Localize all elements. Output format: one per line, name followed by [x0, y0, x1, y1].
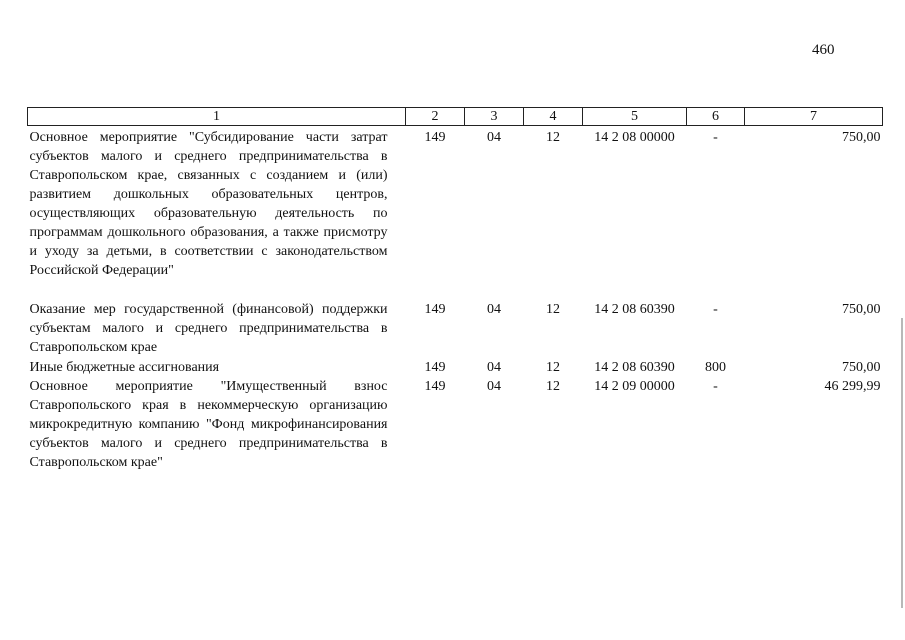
subsection-code: 12	[546, 360, 560, 375]
header-col-1: 1	[28, 108, 406, 126]
amount: 750,00	[842, 360, 881, 375]
header-col-5: 5	[583, 108, 687, 126]
header-col-6: 6	[687, 108, 745, 126]
ministry-code: 149	[424, 130, 446, 145]
ministry-code: 149	[424, 379, 446, 394]
section-code: 04	[487, 379, 501, 394]
header-row	[28, 108, 883, 126]
row-name: Основное мероприятие "Имущественный взнос Ставропольского края в некоммерческую организацию микрокредитную компанию "Фонд микрофинансирования субъектов малого и среднего предпринимательства в Ставропольском крае"	[29, 379, 388, 470]
amount: 46 299,99	[824, 379, 881, 394]
target-article-code: 14 2 08 60390	[594, 302, 675, 317]
section-code: 04	[487, 360, 501, 375]
row-name: Основное мероприятие "Субсидирование части затрат субъектов малого и среднего предпринимательства в Ставропольском крае, связанных с созданием и (или) развитием дошкольных образовательных центров, осуществляющих образовательную деятельность по программам дошкольного образования, а также присмотру и уходу за детьми, в соответствии с законодательством Российской Федерации"	[29, 130, 388, 278]
row-name: Оказание мер государственной (финансовой) поддержки субъектам малого и среднего предпринимательства в Ставропольском крае	[29, 302, 388, 355]
amount: 750,00	[842, 130, 881, 145]
ministry-code: 149	[424, 302, 446, 317]
subsection-code: 12	[546, 130, 560, 145]
header-col-2: 2	[406, 108, 465, 126]
expense-type-code: -	[713, 130, 718, 145]
expense-type-code: -	[713, 302, 718, 317]
section-code: 04	[487, 130, 501, 145]
header-col-3: 3	[465, 108, 524, 126]
ministry-code: 149	[424, 360, 446, 375]
table-row	[28, 358, 883, 377]
target-article-code: 14 2 09 00000	[594, 379, 675, 394]
expense-type-code: -	[713, 379, 718, 394]
table-row	[28, 300, 883, 358]
header-col-4: 4	[524, 108, 583, 126]
target-article-code: 14 2 08 00000	[594, 130, 675, 145]
table-row	[28, 377, 883, 472]
section-code: 04	[487, 302, 501, 317]
scan-edge-mark	[901, 318, 903, 608]
row-name: Иные бюджетные ассигнования	[29, 360, 220, 375]
target-article-code: 14 2 08 60390	[594, 360, 675, 375]
subsection-code: 12	[546, 379, 560, 394]
amount: 750,00	[842, 302, 881, 317]
expense-type-code: 800	[705, 360, 726, 375]
subsection-code: 12	[546, 302, 560, 317]
table-row	[28, 126, 883, 301]
page-number: 460	[812, 42, 835, 58]
header-col-7: 7	[745, 108, 883, 126]
budget-table	[27, 107, 883, 472]
